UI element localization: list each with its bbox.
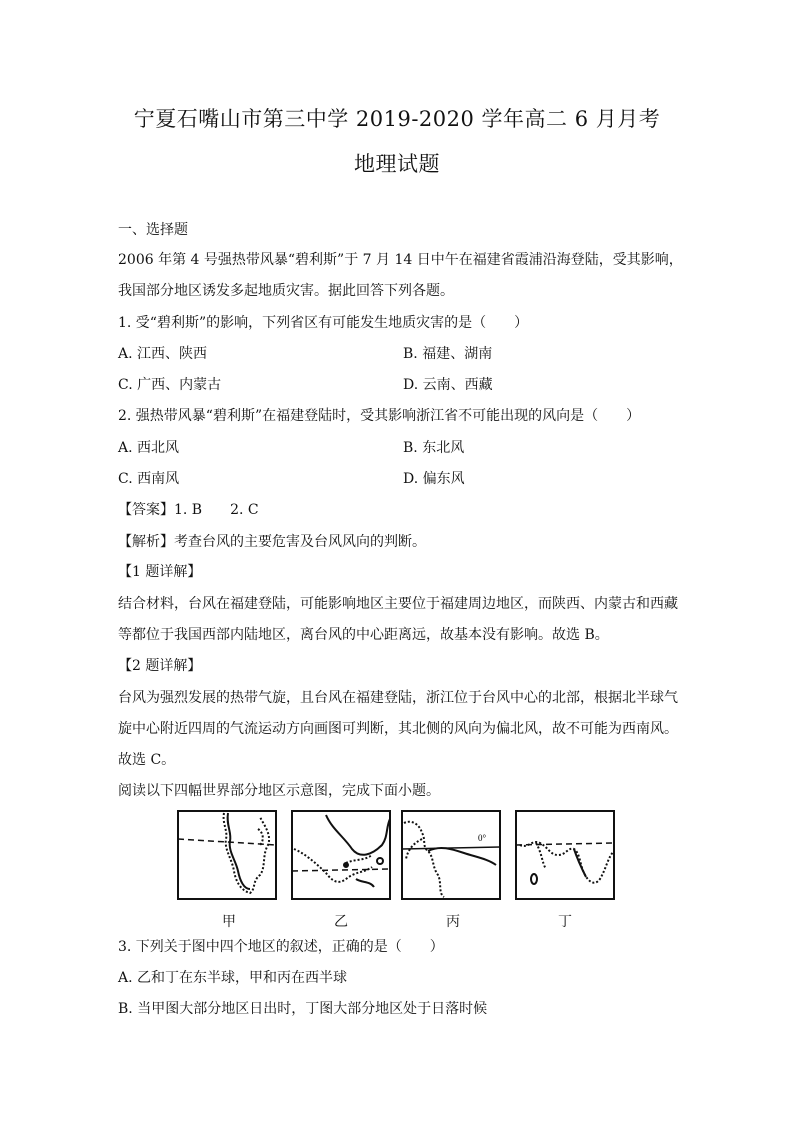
question-2-stem: 2. 强热带风暴“碧利斯”在福建登陆时，受其影响浙江省不可能出现的风向是（ ）	[118, 408, 641, 424]
question-1-stem: 1. 受“碧利斯”的影响，下列省区有可能发生地质灾害的是（ ）	[118, 315, 529, 331]
detail-1-line: 等都位于我国西部内陆地区，离台风的中心距离远，故基本没有影响。故选 B。	[118, 627, 609, 643]
q3-option-b: B. 当甲图大部分地区日出时，丁图大部分地区处于日落时候	[118, 1001, 488, 1017]
passage-line: 我国部分地区诱发多起地质灾害。据此回答下列各题。	[118, 283, 454, 299]
detail-1-line: 结合材料，台风在福建登陆，可能影响地区主要位于福建周边地区，而陕西、内蒙古和西藏	[118, 596, 678, 612]
q3-option-a: A. 乙和丁在东半球，甲和丙在西半球	[118, 970, 348, 986]
q2-option-a: A. 西北风	[118, 440, 180, 456]
map-jia-coastline	[178, 813, 276, 893]
world-regions-figure	[176, 809, 620, 927]
q1-option-b: B. 福建、湖南	[403, 346, 493, 362]
q1-option-d: D. 云南、西藏	[403, 377, 493, 393]
section-heading: 一、选择题	[118, 222, 188, 238]
q2-option-d: D. 偏东风	[403, 471, 465, 487]
page-subtitle: 地理试题	[354, 152, 440, 176]
analysis-line: 【解析】考查台风的主要危害及台风风向的判断。	[118, 534, 426, 550]
answer-line: 【答案】1. B 2. C	[118, 502, 259, 518]
detail-2-line: 台风为强烈发展的热带气旋，且台风在福建登陆，浙江位于台风中心的北部，根据北半球气	[118, 690, 678, 706]
map-label-jia: 甲	[222, 914, 236, 930]
q2-option-c: C. 西南风	[118, 471, 180, 487]
detail-1-heading: 【1 题详解】	[118, 564, 202, 580]
q2-option-b: B. 东北风	[403, 440, 465, 456]
map-label-ding: 丁	[558, 914, 572, 930]
map-label-yi: 乙	[334, 914, 348, 930]
map-ding-frame	[516, 811, 614, 899]
map-label-bing: 丙	[446, 914, 460, 930]
detail-2-line: 故选 C。	[118, 752, 176, 768]
detail-2-heading: 【2 题详解】	[118, 658, 202, 674]
passage-2-line: 阅读以下四幅世界部分地区示意图，完成下面小题。	[118, 783, 440, 799]
q1-option-c: C. 广西、内蒙古	[118, 377, 222, 393]
map-yi-coastline	[292, 815, 390, 887]
map-ding-coastline	[516, 842, 614, 884]
question-3-stem: 3. 下列关于图中四个地区的叙述，正确的是（ ）	[118, 939, 444, 955]
passage-line: 2006 年第 4 号强热带风暴“碧利斯”于 7 月 14 日中午在福建省霞浦沿海登陆，受其影响，	[118, 252, 683, 268]
map-yi-frame	[292, 811, 390, 899]
equator-label: 0°	[478, 833, 487, 843]
q1-option-a: A. 江西、陕西	[118, 346, 208, 362]
page-title: 宁夏石嘴山市第三中学 2019-2020 学年高二 6 月月考	[133, 107, 661, 131]
map-jia-frame	[178, 811, 276, 899]
detail-2-line: 旋中心附近四周的气流运动方向画图可判断，其北侧的风向为偏北风，故不可能为西南风。	[118, 721, 678, 737]
